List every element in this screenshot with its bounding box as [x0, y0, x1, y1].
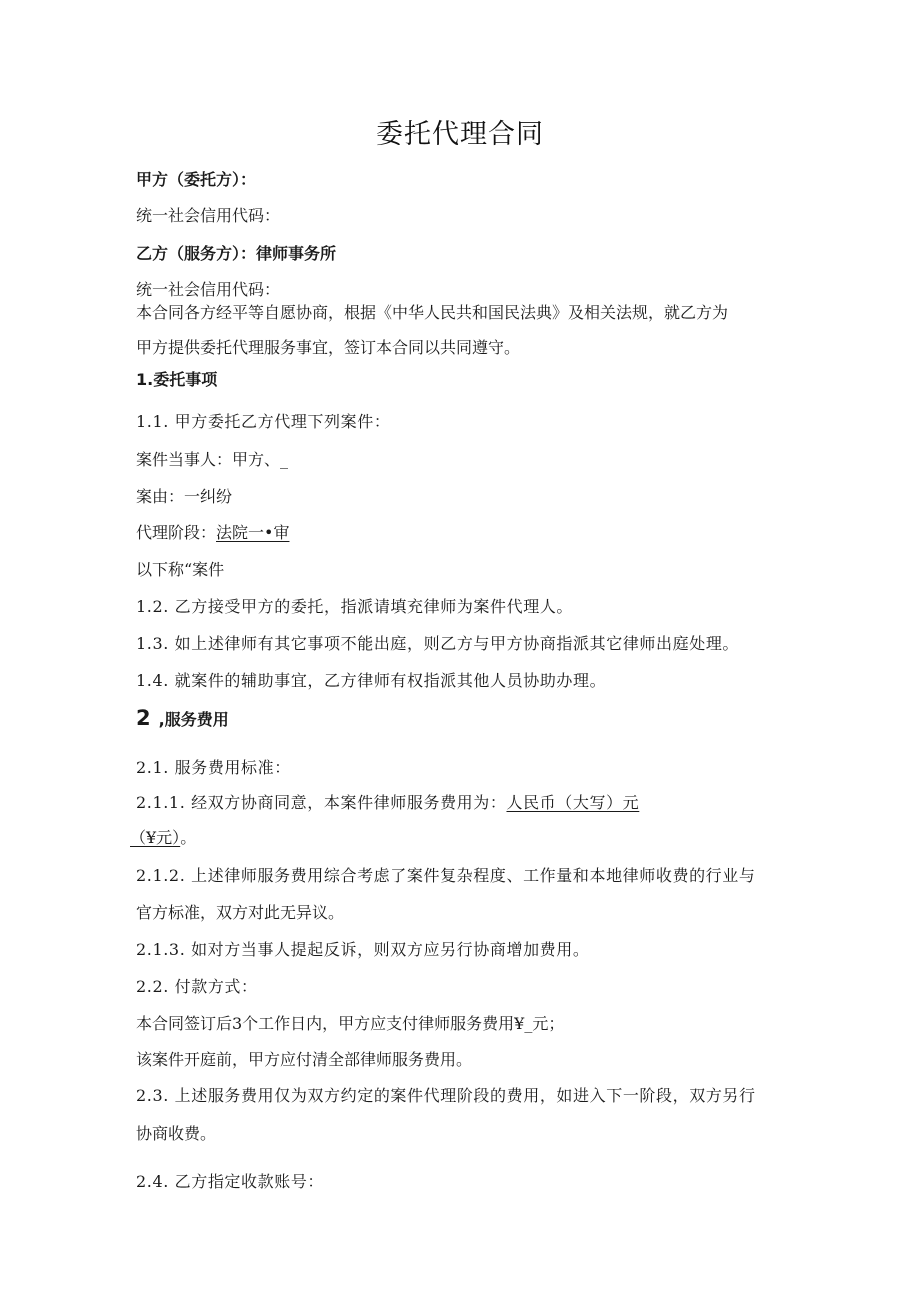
fee-amount-figure [130, 828, 196, 848]
clause-2-1-1 [136, 793, 639, 813]
section-2-title: ,服务费用 [158, 710, 229, 729]
document-title: 委托代理合同 [376, 119, 544, 150]
payment-term-1: 本合同签订后3个工作日内，甲方应支付律师服务费用¥_元； [136, 1014, 565, 1033]
agency-stage-value: 法院一•审 [216, 523, 290, 542]
clause-2-1-3: 2.1.3. 如对方当事人提起反诉，则双方应另行协商增加费用。 [136, 940, 590, 959]
clause-2-1-1-text: 2.1.1. 经双方协商同意，本案件律师服务费用为： [136, 793, 507, 812]
fee-yuan: （¥元） [130, 828, 181, 847]
case-cause: 案由：一纠纷 [136, 487, 233, 506]
fee-amount-capital: 人民币（大写）元 [506, 793, 640, 812]
section-2-number: 2 [136, 706, 151, 730]
section-2-heading [136, 708, 229, 730]
clause-1-4: 1.4. 就案件的辅助事宜，乙方律师有权指派其他人员协助办理。 [136, 671, 607, 690]
intro-line-2: 甲方提供委托代理服务事宜，签订本合同以共同遵守。 [136, 338, 521, 357]
clause-2-4: 2.4. 乙方指定收款账号： [136, 1172, 325, 1191]
clause-2-1: 2.1. 服务费用标准： [136, 758, 291, 777]
clause-2-3-line-2: 协商收费。 [136, 1124, 217, 1143]
section-1-heading: 1.委托事项 [136, 370, 218, 389]
intro-line-1: 本合同各方经平等自愿协商，根据《中华人民共和国民法典》及相关法规，就乙方为 [136, 303, 729, 322]
clause-1-3: 1.3. 如上述律师有其它事项不能出庭，则乙方与甲方协商指派其它律师出庭处理。 [136, 634, 740, 653]
hereafter-note: 以下称“案件 [136, 560, 225, 579]
party-a-label: 甲方（委托方）： [136, 170, 257, 189]
agency-stage-label: 代理阶段： [136, 523, 217, 542]
agency-stage [136, 523, 289, 543]
clause-2-3-line-1: 2.3. 上述服务费用仅为双方约定的案件代理阶段的费用，如进入下一阶段，双方另行 [136, 1086, 756, 1105]
clause-1-1: 1.1. 甲方委托乙方代理下列案件： [136, 412, 391, 431]
party-b-label: 乙方（服务方）：律师事务所 [136, 244, 337, 263]
fee-period: 。 [180, 828, 197, 847]
clause-1-2: 1.2. 乙方接受甲方的委托，指派请填充律师为案件代理人。 [136, 597, 574, 616]
credit-code-a: 统一社会信用代码： [136, 206, 281, 225]
payment-term-2: 该案件开庭前，甲方应付清全部律师服务费用。 [136, 1050, 473, 1069]
clause-2-1-2-line-1: 2.1.2. 上述律师服务费用综合考虑了案件复杂程度、工作量和本地律师收费的行业与 [136, 866, 756, 885]
case-parties: 案件当事人：甲方、_ [136, 450, 289, 469]
credit-code-b: 统一社会信用代码： [136, 280, 281, 299]
clause-2-1-2-line-2: 官方标准，双方对此无异议。 [136, 903, 345, 922]
clause-2-2: 2.2. 付款方式： [136, 977, 258, 996]
